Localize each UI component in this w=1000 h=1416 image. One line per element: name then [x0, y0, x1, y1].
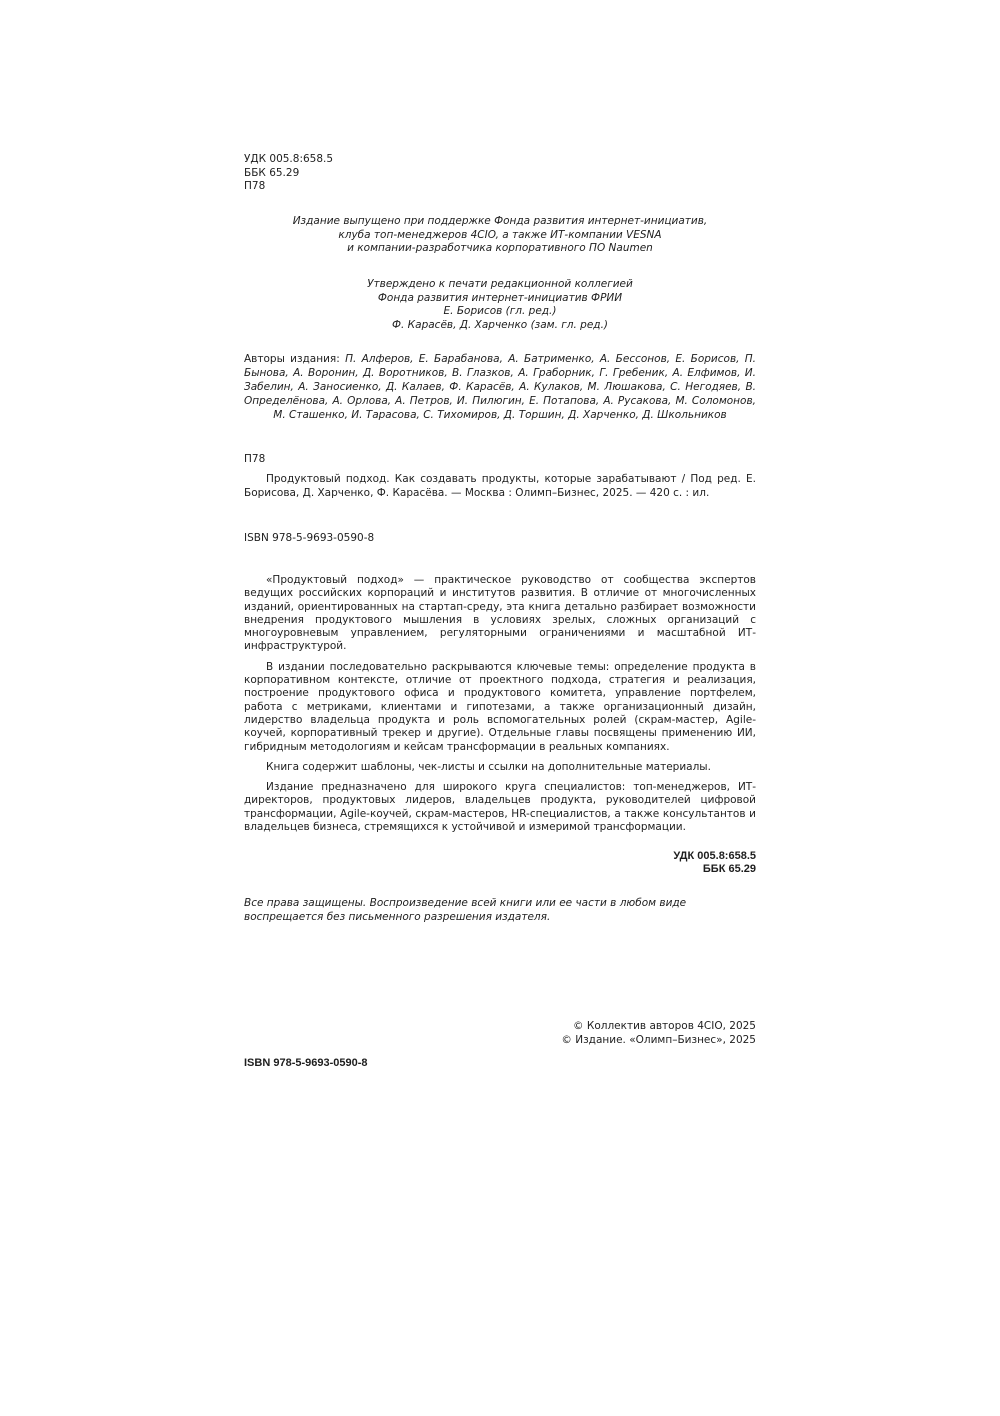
authors-names: П. Алферов, Е. Барабанова, А. Батрименко, А. Бессонов, Е. Борисов, П. Бынова, А. Воронин, Д. Воротников, В. Глазков, А. Граборник, Г. Гребеник, А. Елфимов, И. Забелин, А. Заносиенко, Д. Калаев, Ф. Карасёв, А. Кулаков, М. Люшакова, С. Негодяев, В. Определёнова, А. Орлова, А. Петров, И. Пилюгин, Е. Потапова, А. Русакова, М. Соломонов, М. Сташенко, И. Тарасова, С. Тихомиров, Д. Торшин, Д. Харченко, Д. Школьников	[244, 353, 756, 421]
annotation-paragraph: Издание предназначено для широкого круга специалистов: топ-менеджеров, ИТ-директоров, продуктовых лидеров, владельцев продукта, руководителей цифровой трансформации, Agile-коучей, скрам-мастеров, HR-специалистов, а также консультантов и владельцев бизнеса, стремящихся к устойчивой и измеримой трансформации.	[244, 781, 756, 834]
authors-lead: Авторы издания:	[244, 353, 346, 365]
isbn-top: ISBN 978-5-9693-0590-8	[244, 532, 375, 544]
support-statement	[244, 215, 756, 256]
classification-codes-right	[244, 850, 756, 876]
approval-statement	[244, 278, 756, 332]
rights-line: Все права защищены. Воспроизведение всей книги или ее части в любом виде	[244, 897, 687, 909]
annotation	[244, 574, 756, 841]
annotation-paragraph: В издании последовательно раскрываются ключевые темы: определение продукта в корпоративном контексте, отличие от проектного подхода, стратегия и реализация, построение продуктового офиса и продуктового комитета, управление портфелем, работа с метриками, клиентами и гипотезами, а также организационный дизайн, лидерство владельца продукта и роль вспомогательных ролей (скрам-мастер, Agile-коучей, корпоративный трекер и другие). Отдельные главы посвящены применению ИИ, гибридным методологиям и кейсам трансформации в реальных компаниях.	[244, 660, 756, 753]
copyright-notices	[244, 1020, 756, 1047]
isbn-bottom: ISBN 978-5-9693-0590-8	[244, 1057, 368, 1069]
annotation-paragraph: «Продуктовый подход» — практическое руководство от сообщества экспертов ведущих российских корпораций и институтов развития. В отличие от многочисленных изданий, ориентированных на стартап-среду, эта книга детально разбирает возможности внедрения продуктового мышления в условиях зрелых, сложных организаций с многоуровневым управлением, регуляторными ограничениями и масштабной ИТ-инфраструктурой.	[244, 574, 756, 653]
annotation-paragraph: Книга содержит шаблоны, чек-листы и ссылки на дополнительные материалы.	[266, 760, 711, 773]
classification-codes	[244, 153, 756, 194]
copyright-line: © Коллектив авторов 4CIO, 2025	[573, 1020, 756, 1032]
biblio-mark: П78	[244, 453, 266, 465]
support-line: и компании-разработчика корпоративного ПО Naumen	[347, 242, 653, 254]
copyright-line: © Издание. «Олимп–Бизнес», 2025	[561, 1033, 756, 1046]
authors-list	[244, 352, 756, 422]
approval-line: Фонда развития интернет-инициатив ФРИИ	[377, 291, 623, 304]
rights-notice	[244, 896, 756, 924]
support-line: клуба топ-менеджеров 4CIO, а также ИТ-компании VESNA	[338, 228, 662, 241]
udk-code: УДК 005.8:658.5	[244, 153, 334, 165]
author-mark: П78	[244, 180, 266, 192]
udk-code-right: УДК 005.8:658.5	[673, 850, 756, 862]
rights-line: воспрещается без письменного разрешения издателя.	[244, 911, 551, 923]
bbk-code: ББК 65.29	[244, 166, 300, 179]
bibliographic-record: Продуктовый подход. Как создавать продукты, которые зарабатывают / Под ред. Е. Борисова, Д. Харченко, Ф. Карасёва. — Москва : Олимп–Бизнес, 2025. — 420 с. : ил.	[244, 473, 756, 499]
approval-line: Ф. Карасёв, Д. Харченко (зам. гл. ред.)	[391, 318, 609, 331]
support-line: Издание выпущено при поддержке Фонда развития интернет-инициатив,	[292, 215, 708, 227]
approval-line: Утверждено к печати редакционной коллегией	[367, 278, 633, 290]
approval-line: Е. Борисов (гл. ред.)	[443, 305, 557, 317]
bbk-code-right: ББК 65.29	[702, 863, 756, 875]
